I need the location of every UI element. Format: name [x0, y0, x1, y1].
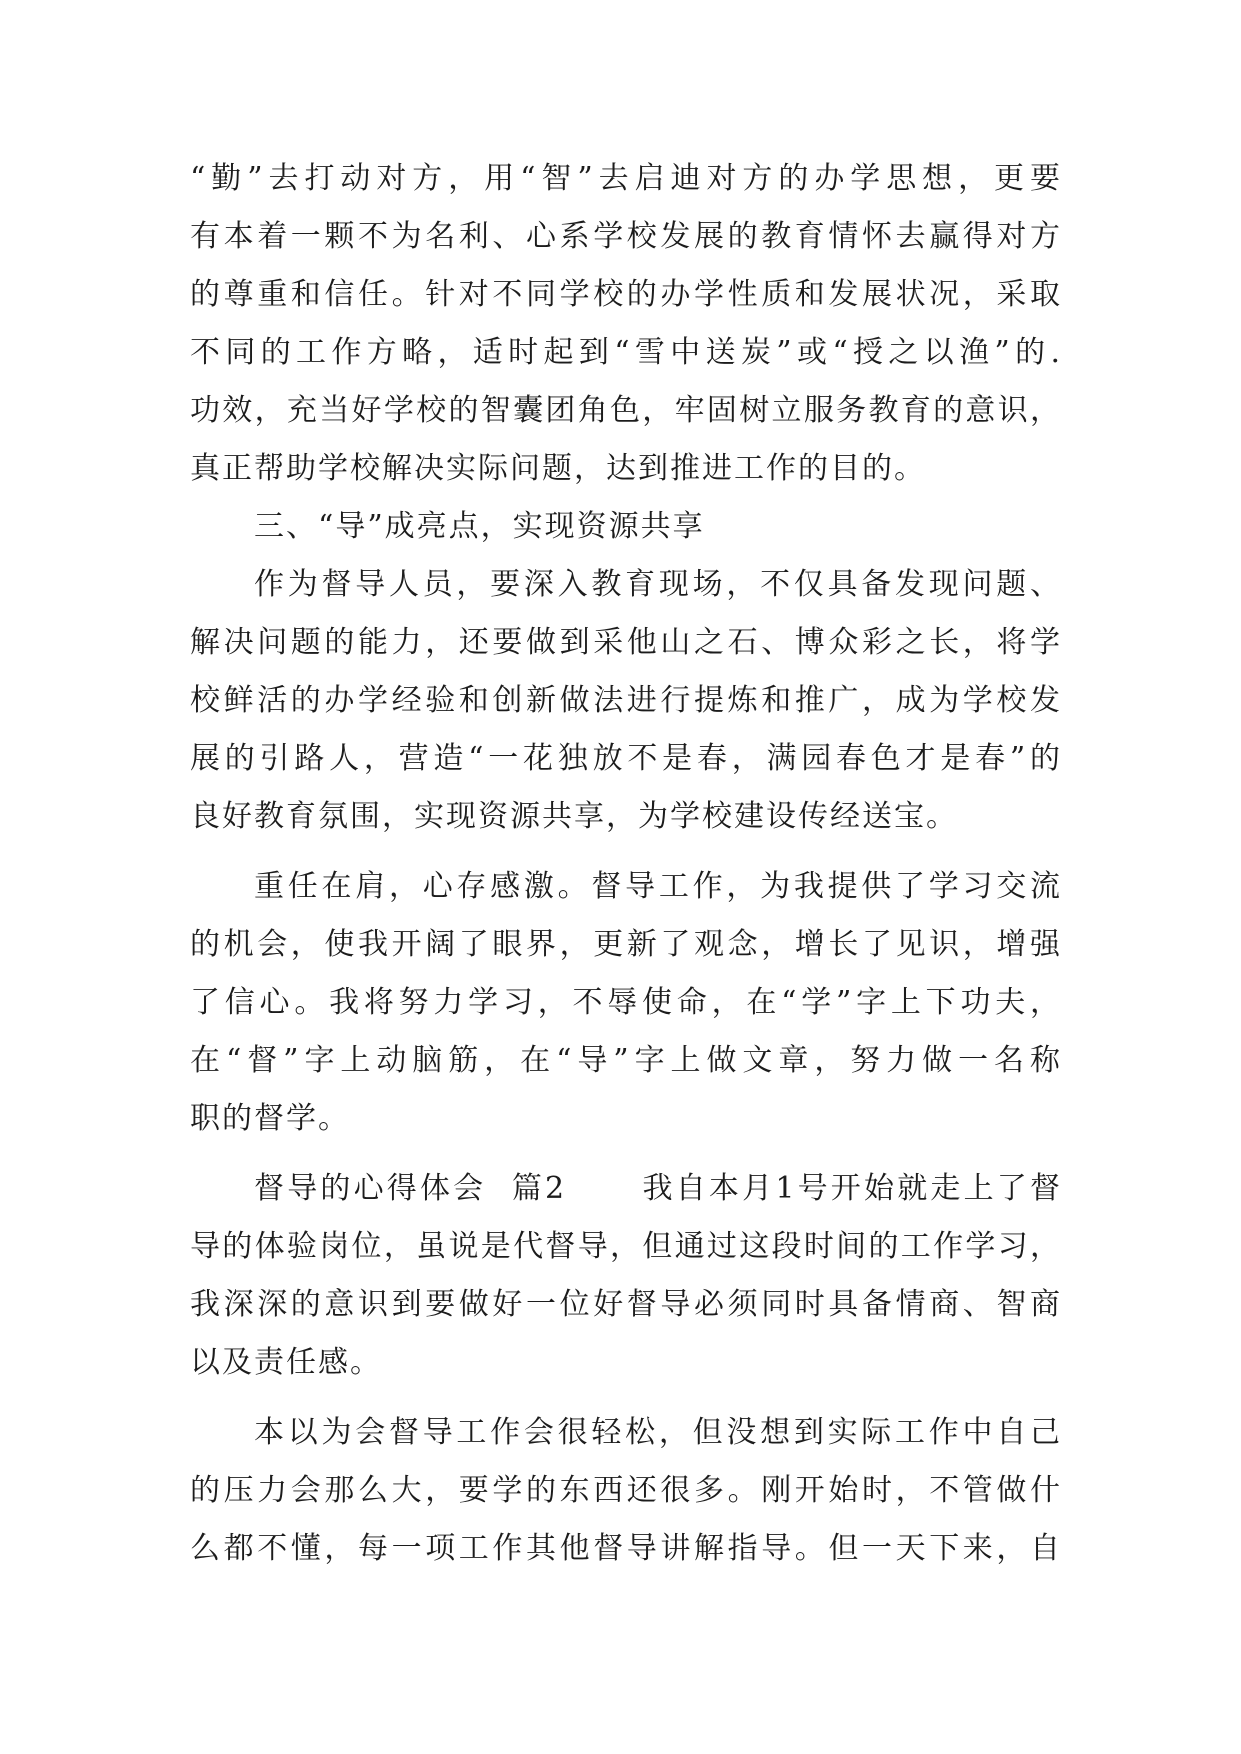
text-line: 有本着一颗不为名利、心系学校发展的教育情怀去赢得对方: [190, 219, 1062, 254]
paragraph-5: [190, 1160, 1062, 1392]
text-line: 职的督学。: [190, 1101, 350, 1136]
paragraph-gap: [190, 846, 1062, 858]
text-line: 督导的心得体会 篇2 我自本月1号开始就走上了督: [254, 1171, 1062, 1206]
text-line: 重任在肩，心存感激。督导工作，为我提供了学习交流: [254, 869, 1062, 904]
text-line: 不同的工作方略，适时起到“雪中送炭”或“授之以渔”的.: [190, 335, 1062, 370]
text-line: 以及责任感。: [190, 1345, 382, 1380]
text-line: 作为督导人员，要深入教育现场，不仅具备发现问题、: [254, 567, 1062, 602]
text-line: 我深深的意识到要做好一位好督导必须同时具备情商、智商: [190, 1287, 1062, 1322]
document-page: [190, 150, 1062, 1578]
text-line: 展的引路人，营造“一花独放不是春，满园春色才是春”的: [190, 741, 1062, 776]
paragraph-3: [190, 556, 1062, 846]
text-line: “勤”去打动对方，用“智”去启迪对方的办学思想，更要: [190, 161, 1062, 196]
paragraph-6: [190, 1404, 1062, 1578]
paragraph-gap: [190, 1148, 1062, 1160]
text-line: 的机会，使我开阔了眼界，更新了观念，增长了见识，增强: [190, 927, 1062, 962]
paragraph-1: [190, 150, 1062, 498]
text-line: 导的体验岗位，虽说是代督导，但通过这段时间的工作学习，: [190, 1229, 1062, 1264]
text-line: 校鲜活的办学经验和创新做法进行提炼和推广，成为学校发: [190, 683, 1062, 718]
text-line: 真正帮助学校解决实际问题，达到推进工作的目的。: [190, 451, 926, 486]
text-line: 么都不懂，每一项工作其他督导讲解指导。但一天下来，自: [190, 1531, 1062, 1566]
heading-line: 三、“导”成亮点，实现资源共享: [254, 509, 705, 544]
text-line: 功效，充当好学校的智囊团角色，牢固树立服务教育的意识，: [190, 393, 1062, 428]
text-line: 了信心。我将努力学习，不辱使命，在“学”字上下功夫，: [190, 985, 1062, 1020]
text-line: 解决问题的能力，还要做到采他山之石、博众彩之长，将学: [190, 625, 1062, 660]
text-line: 的尊重和信任。针对不同学校的办学性质和发展状况，采取: [190, 277, 1062, 312]
paragraph-4: [190, 858, 1062, 1148]
text-line: 本以为会督导工作会很轻松，但没想到实际工作中自己: [254, 1415, 1062, 1450]
section-heading: [190, 498, 1062, 556]
paragraph-gap: [190, 1392, 1062, 1404]
text-line: 在“督”字上动脑筋，在“导”字上做文章，努力做一名称: [190, 1043, 1062, 1078]
text-line: 良好教育氛围，实现资源共享，为学校建设传经送宝。: [190, 799, 958, 834]
text-line: 的压力会那么大，要学的东西还很多。刚开始时，不管做什: [190, 1473, 1062, 1508]
